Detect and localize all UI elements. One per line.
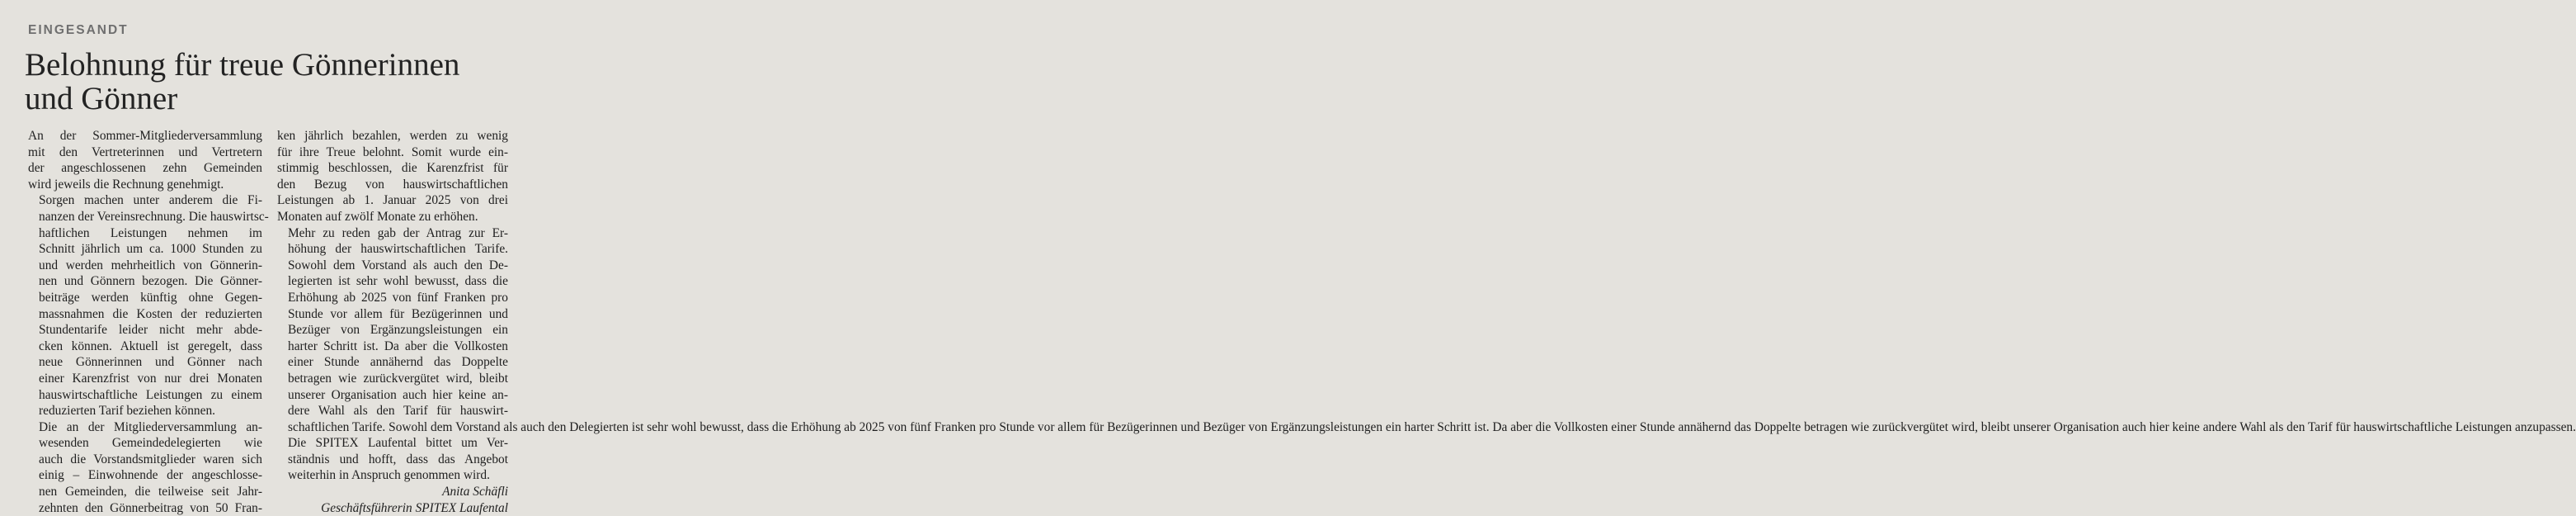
article-line: einig – Einwohnende der angeschlosse- bbox=[39, 468, 262, 483]
article-paragraph bbox=[28, 192, 269, 419]
article-line: dere Wahl als den Tarif für hauswirt- bbox=[288, 404, 508, 419]
article-line: massnahmen die Kosten der reduzierten bbox=[39, 306, 262, 321]
article-paragraph bbox=[28, 128, 262, 192]
article-line: Mehr zu reden gab der Antrag zur Er- bbox=[288, 225, 508, 240]
article-line: wesenden Gemeindedelegierten wie bbox=[39, 436, 262, 451]
article-line: nanzen der Vereinsrechnung. Die hauswirtsc- bbox=[39, 209, 269, 224]
article-line: hauswirtschaftliche Leistungen zu einem bbox=[39, 387, 262, 402]
headline: Belohnung für treue Gönnerinnen und Gönner bbox=[25, 47, 460, 116]
article-line: Monaten auf zwölf Monate zu erhöhen. bbox=[277, 209, 478, 224]
article-paragraph bbox=[277, 225, 2576, 436]
article-line: mit den Vertreterinnen und Vertretern bbox=[28, 144, 262, 159]
article-line: Bezüger von Ergänzungsleistungen ein bbox=[288, 323, 508, 338]
article-line: Erhöhung ab 2025 von fünf Franken pro bbox=[288, 290, 508, 305]
article-line: reduzierten Tarif beziehen können. bbox=[39, 404, 216, 419]
author-role: Geschäftsführerin SPITEX Laufental bbox=[321, 500, 508, 515]
article-line: den Bezug von hauswirtschaftlichen bbox=[277, 177, 508, 192]
article-line: nen und Gönnern bezogen. Die Gönner- bbox=[39, 274, 262, 289]
article-line: höhung der hauswirtschaftlichen Tarife. bbox=[288, 242, 508, 257]
article-paragraph bbox=[277, 435, 508, 484]
article-paragraph bbox=[277, 128, 508, 225]
article-line: Sowohl dem Vorstand als auch den De- bbox=[288, 258, 508, 272]
article-line: haftlichen Leistungen nehmen im bbox=[39, 225, 262, 240]
section-label: EINGESANDT bbox=[28, 23, 129, 37]
article-line: beiträge werden künftig ohne Gegen- bbox=[39, 290, 262, 305]
article-line: Leistungen ab 1. Januar 2025 von drei bbox=[277, 193, 508, 208]
article-line: legierten ist sehr wohl bewusst, dass die bbox=[288, 274, 508, 289]
article-line: der angeschlossenen zehn Gemeinden bbox=[28, 161, 262, 176]
article-line: einer Karenzfrist von nur drei Monaten bbox=[39, 371, 262, 386]
article-line: wird jeweils die Rechnung genehmigt. bbox=[28, 177, 224, 192]
article-line: auch die Vorstandsmitglieder waren sich bbox=[39, 452, 262, 466]
article-line: zehnten den Gönnerbeitrag von 50 Fran- bbox=[39, 500, 262, 515]
article-line: harter Schritt ist. Da aber die Vollkosten bbox=[288, 338, 508, 353]
article-line: einer Stunde annähernd das Doppelte bbox=[288, 355, 508, 370]
article-line: Die an der Mitgliederversammlung an- bbox=[39, 419, 262, 434]
article-line: schaftlichen Tarife. Sowohl dem Vorstand als auch den Delegierten ist sehr wohl bewusst, dass die Erhöhung ab 2025 von fünf Franken pro Stunde vor allem für Bezügerinnen und Bezüger von Ergänzungsleistungen ein harter Schritt ist. Da aber die Vollkosten einer Stunde annähernd das Doppelte betragen wie zurückvergütet wird, bleibt unserer Organisation auch hier keine andere Wahl als den Tarif für hauswirtschaftliche Leistungen anzupassen. bbox=[288, 419, 2576, 434]
article-line: stimmig beschlossen, die Karenzfrist für bbox=[277, 161, 508, 176]
article-line: unserer Organisation auch hier keine an- bbox=[288, 387, 508, 402]
article-paragraph bbox=[28, 419, 262, 516]
article-line: für ihre Treue belohnt. Somit wurde ein- bbox=[277, 144, 508, 159]
article-line: und werden mehrheitlich von Gönnerin- bbox=[39, 258, 262, 272]
article-line: Stunde vor allem für Bezügerinnen und bbox=[288, 306, 508, 321]
article-line: Sorgen machen unter anderem die Fi- bbox=[39, 193, 262, 208]
article-column-left bbox=[28, 128, 269, 516]
article-line: nen Gemeinden, die teilweise seit Jahr- bbox=[39, 485, 262, 499]
article-line: ständnis und hofft, dass das Angebot bbox=[288, 452, 508, 466]
article-line: weiterhin in Anspruch genommen wird. bbox=[288, 468, 490, 483]
article-line: betragen wie zurückvergütet wird, bleibt bbox=[288, 371, 508, 386]
article-line: An der Sommer-Mitgliederversammlung bbox=[28, 129, 262, 143]
article-line: Die SPITEX Laufental bittet um Ver- bbox=[288, 436, 508, 451]
article-line: Stundentarife leider nicht mehr abde- bbox=[39, 323, 262, 338]
article-line: neue Gönnerinnen und Gönner nach bbox=[39, 355, 262, 370]
article-line: ken jährlich bezahlen, werden zu wenig bbox=[277, 129, 508, 143]
article-column-right bbox=[277, 128, 2576, 516]
article-line: cken können. Aktuell ist geregelt, dass bbox=[39, 338, 262, 353]
article-line: Schnitt jährlich um ca. 1000 Stunden zu bbox=[39, 242, 262, 257]
author-name: Anita Schäfli bbox=[442, 485, 508, 499]
